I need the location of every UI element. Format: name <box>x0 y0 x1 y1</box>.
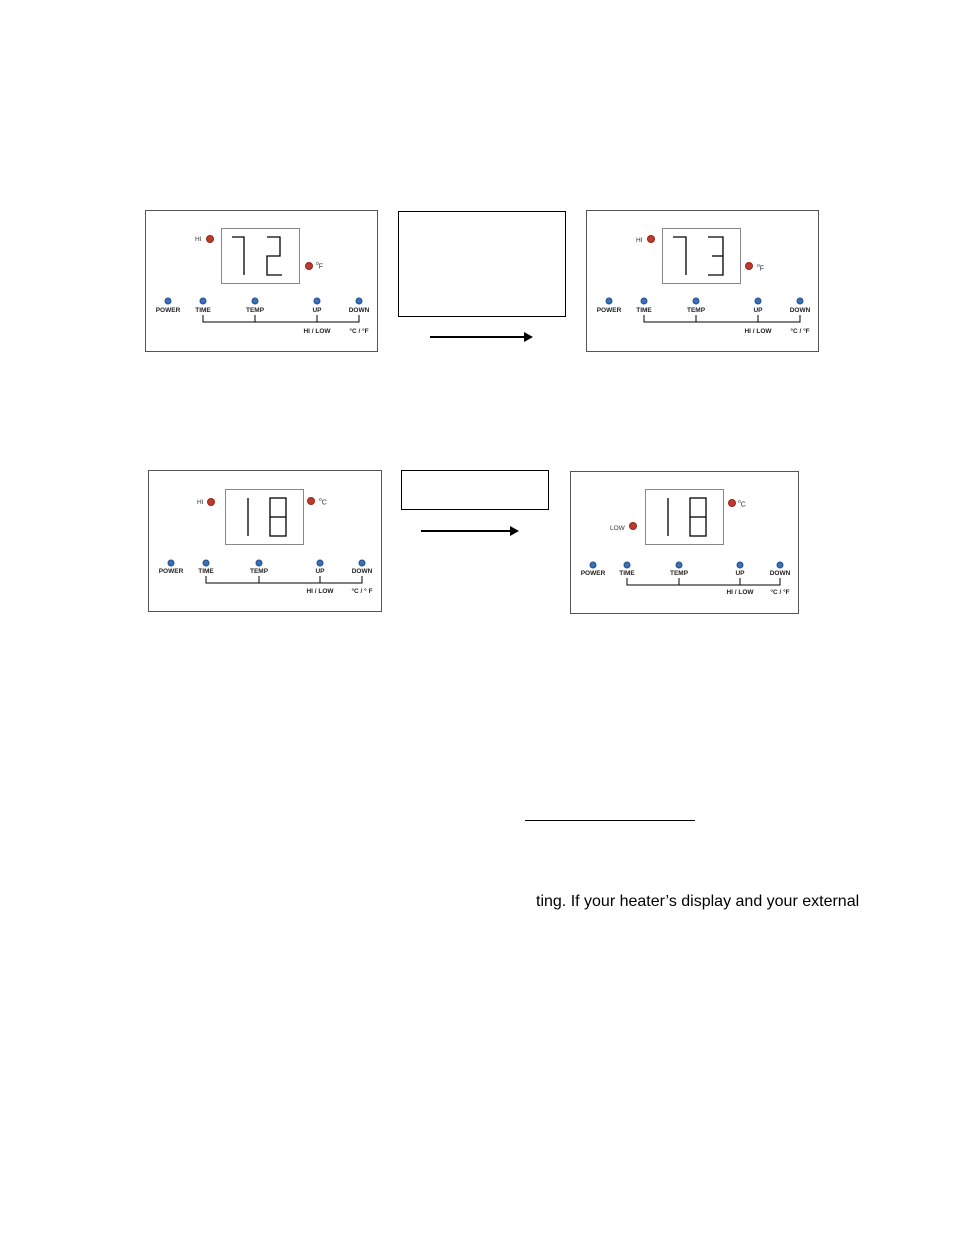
down-label: DOWN <box>769 570 791 577</box>
temp-label: TEMP <box>249 568 269 575</box>
c-f-label: °C / ° F <box>351 588 373 595</box>
button-bracket-icon <box>149 471 383 613</box>
step-instruction-box <box>398 211 566 317</box>
heater-display-panel-18c-hi <box>148 470 382 612</box>
time-label: TIME <box>619 570 635 577</box>
hi-label: HI <box>195 236 202 243</box>
up-label: UP <box>315 568 325 575</box>
heater-display-panel-72f <box>145 210 378 352</box>
time-label: TIME <box>636 307 652 314</box>
button-bracket-icon <box>587 211 820 353</box>
c-f-label: °C / °F <box>349 328 369 335</box>
button-bracket-icon <box>571 472 800 615</box>
unit-label: $^o$F <box>316 261 324 271</box>
up-label: UP <box>735 570 745 577</box>
c-f-label: °C / °F <box>770 589 790 596</box>
right-arrow-icon <box>430 336 531 338</box>
button-bracket-icon <box>146 211 379 353</box>
time-label: TIME <box>198 568 214 575</box>
hi-low-label: HI / LOW <box>306 588 334 595</box>
time-label: TIME <box>195 307 211 314</box>
text-underline <box>525 820 695 821</box>
temp-label: TEMP <box>669 570 689 577</box>
down-label: DOWN <box>351 568 373 575</box>
c-f-label: °C / °F <box>790 328 810 335</box>
down-label: DOWN <box>789 307 811 314</box>
power-label: POWER <box>155 307 181 314</box>
unit-label: $^o$F <box>757 263 765 273</box>
down-label: DOWN <box>348 307 370 314</box>
low-label: LOW <box>610 525 625 532</box>
power-label: POWER <box>580 570 606 577</box>
hi-label: HI <box>636 237 643 244</box>
unit-label: $^o$C <box>319 497 327 507</box>
power-label: POWER <box>596 307 622 314</box>
unit-label: $^o$C <box>738 499 746 509</box>
up-label: UP <box>753 307 763 314</box>
hi-low-label: HI / LOW <box>744 328 772 335</box>
right-arrow-icon <box>421 530 517 532</box>
step-instruction-box <box>401 470 549 510</box>
hi-low-label: HI / LOW <box>303 328 331 335</box>
up-label: UP <box>312 307 322 314</box>
temp-label: TEMP <box>245 307 265 314</box>
heater-display-panel-73f <box>586 210 819 352</box>
hi-label: HI <box>197 499 204 506</box>
hi-low-label: HI / LOW <box>726 589 754 596</box>
body-text-fragment: ting. If your heater’s display and your external <box>536 893 860 910</box>
power-label: POWER <box>158 568 184 575</box>
heater-display-panel-18c-low <box>570 471 799 614</box>
temp-label: TEMP <box>686 307 706 314</box>
